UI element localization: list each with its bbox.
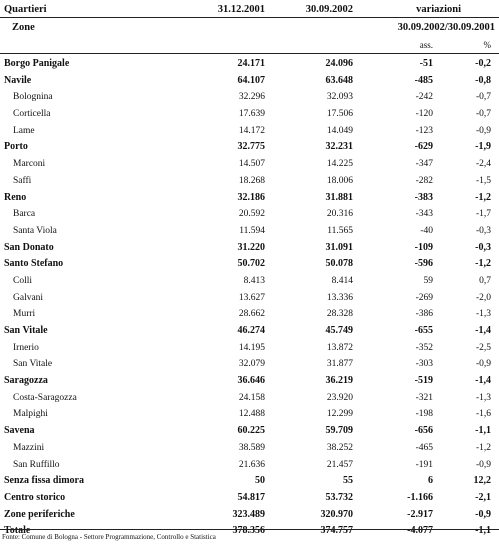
cell-variazione-ass: -4.077 [407, 525, 433, 537]
table-row [0, 473, 499, 490]
table-row [0, 306, 499, 323]
cell-variazione-ass: -1.166 [407, 491, 433, 503]
cell-2002: 63.648 [325, 74, 353, 86]
cell-2001: 24.158 [238, 392, 265, 403]
cell-variazione-ass: -123 [415, 125, 433, 136]
cell-variazione-pct: -1,1 [475, 425, 491, 437]
cell-2002: 31.877 [326, 359, 353, 370]
cell-variazione-ass: -386 [415, 309, 433, 320]
cell-variazione-ass: -352 [415, 342, 433, 353]
cell-variazione-pct: -1,3 [475, 309, 491, 320]
table-row [0, 223, 499, 240]
header-bottom-rule [0, 53, 499, 54]
cell-2002: 13.336 [326, 292, 353, 303]
table-row [0, 89, 499, 106]
header-quartieri: Quartieri [4, 4, 47, 15]
cell-variazione-pct: -2,4 [475, 159, 491, 170]
row-label: Saffi [13, 175, 32, 186]
cell-2002: 53.732 [325, 491, 353, 503]
cell-variazione-pct: -1,2 [475, 258, 491, 270]
row-label: Navile [4, 74, 32, 86]
cell-variazione-pct: -1,9 [475, 141, 491, 153]
row-label: Savena [4, 425, 35, 437]
cell-2002: 18.006 [326, 175, 353, 186]
cell-2001: 14.172 [238, 125, 265, 136]
cell-2001: 21.636 [238, 459, 265, 470]
row-label: Centro storico [4, 491, 66, 503]
cell-variazione-pct: -0,7 [475, 109, 491, 120]
cell-2002: 36.219 [325, 375, 353, 387]
cell-variazione-pct: -1,7 [475, 209, 491, 220]
cell-variazione-ass: -51 [419, 58, 433, 69]
cell-2001: 18.268 [238, 175, 265, 186]
table-row [0, 139, 499, 156]
cell-2002: 13.872 [326, 342, 353, 353]
cell-variazione-pct: -0,9 [475, 508, 491, 520]
cell-2001: 32.079 [238, 359, 265, 370]
row-label: Marconi [13, 159, 46, 170]
cell-variazione-pct: -2,1 [475, 491, 491, 503]
cell-2001: 50.702 [237, 258, 265, 270]
table-row [0, 156, 499, 173]
cell-2002: 14.225 [326, 159, 353, 170]
table-row [0, 273, 499, 290]
row-label: Senza fissa dimora [4, 475, 84, 487]
cell-2001: 8.413 [243, 275, 265, 286]
table-row [0, 240, 499, 257]
row-label: Saragozza [4, 375, 48, 387]
header-date-2001: 31.12.2001 [217, 4, 265, 15]
cell-2002: 11.565 [327, 225, 353, 236]
cell-variazione-ass: -629 [414, 141, 433, 153]
cell-2001: 14.507 [238, 159, 265, 170]
cell-variazione-ass: -120 [415, 109, 433, 120]
cell-2001: 17.639 [238, 109, 265, 120]
row-label: Borgo Panigale [4, 58, 70, 69]
cell-variazione-ass: -303 [415, 359, 433, 370]
cell-2001: 64.107 [237, 74, 265, 86]
row-label: Irnerio [13, 342, 39, 353]
cell-2002: 12.299 [326, 409, 353, 420]
cell-variazione-ass: -655 [414, 325, 433, 336]
table-row [0, 406, 499, 423]
row-label: Bolognina [13, 92, 53, 103]
cell-variazione-ass: -347 [415, 159, 433, 170]
cell-2001: 46.274 [237, 325, 265, 336]
header-pct: % [483, 40, 491, 50]
cell-2002: 320.970 [320, 508, 353, 520]
table-row [0, 123, 499, 140]
table-row [0, 290, 499, 307]
cell-variazione-pct: -1,1 [475, 525, 491, 537]
cell-variazione-ass: -109 [414, 241, 433, 253]
cell-2002: 45.749 [325, 325, 353, 336]
row-label: Lame [13, 125, 35, 136]
table-row [0, 507, 499, 524]
row-label: Galvani [13, 292, 44, 303]
cell-variazione-pct: -1,2 [475, 442, 491, 453]
cell-variazione-ass: -465 [415, 442, 433, 453]
cell-2002: 21.457 [326, 459, 353, 470]
cell-2001: 32.296 [238, 92, 265, 103]
header-ass: ass. [419, 40, 433, 50]
table-row [0, 356, 499, 373]
table-row [0, 73, 499, 90]
cell-variazione-ass: -383 [414, 191, 433, 203]
cell-2001: 32.186 [237, 191, 265, 203]
cell-2002: 28.328 [326, 309, 353, 320]
cell-variazione-pct: -0,9 [475, 359, 491, 370]
cell-2001: 14.195 [238, 342, 265, 353]
cell-variazione-pct: 12,2 [473, 475, 491, 487]
cell-2002: 55 [343, 475, 353, 487]
row-label: Colli [13, 275, 33, 286]
cell-2001: 13.627 [238, 292, 265, 303]
cell-2001: 50 [255, 475, 265, 487]
table-row [0, 323, 499, 340]
cell-2002: 17.506 [326, 109, 353, 120]
row-label: Murri [13, 309, 36, 320]
row-label: Costa-Saragozza [13, 392, 77, 403]
row-label: Mazzini [13, 442, 45, 453]
cell-2001: 323.489 [232, 508, 265, 520]
row-label: Porto [4, 141, 28, 153]
cell-variazione-ass: -321 [415, 392, 433, 403]
row-label: Malpighi [13, 409, 48, 420]
cell-variazione-pct: -1,2 [475, 191, 491, 203]
cell-variazione-ass: -282 [415, 175, 433, 186]
cell-2001: 38.589 [238, 442, 265, 453]
cell-variazione-pct: -0,2 [475, 58, 491, 69]
cell-variazione-ass: -269 [415, 292, 433, 303]
header-period: 30.09.2002/30.09.2001 [397, 22, 495, 33]
table-row [0, 56, 499, 73]
cell-variazione-ass: -198 [415, 409, 433, 420]
cell-2001: 11.594 [239, 225, 265, 236]
cell-2001: 28.662 [238, 309, 265, 320]
cell-2002: 38.252 [326, 442, 353, 453]
table-row [0, 457, 499, 474]
row-label: Santo Stefano [4, 258, 64, 270]
cell-variazione-pct: -0,9 [475, 459, 491, 470]
cell-2002: 50.078 [325, 258, 353, 270]
cell-variazione-pct: -2,0 [475, 292, 491, 303]
row-label: Reno [4, 191, 27, 203]
cell-variazione-ass: 59 [423, 275, 433, 286]
table-row [0, 490, 499, 507]
cell-variazione-pct: -2,5 [475, 342, 491, 353]
cell-variazione-pct: 0,7 [479, 275, 491, 286]
cell-2001: 20.592 [238, 209, 265, 220]
row-label: San Vitale [4, 325, 48, 336]
row-label: Barca [13, 209, 36, 220]
cell-2002: 31.881 [325, 191, 353, 203]
cell-2001: 60.225 [237, 425, 265, 437]
header-zone: Zone [12, 22, 35, 33]
cell-variazione-pct: -0,9 [475, 125, 491, 136]
cell-2002: 20.316 [326, 209, 353, 220]
row-label: Santa Viola [13, 225, 57, 236]
cell-2002: 32.093 [326, 92, 353, 103]
table-row [0, 423, 499, 440]
row-label: Zone periferiche [4, 508, 75, 520]
data-table-body [0, 56, 499, 540]
cell-2001: 54.817 [237, 491, 265, 503]
row-label: San Ruffillo [13, 459, 60, 470]
table-row [0, 206, 499, 223]
table-row [0, 373, 499, 390]
table-row [0, 390, 499, 407]
cell-variazione-pct: -0,3 [475, 241, 491, 253]
cell-variazione-ass: -40 [420, 225, 433, 236]
cell-2002: 374.757 [320, 525, 353, 537]
cell-variazione-pct: -1,5 [475, 175, 491, 186]
cell-2001: 12.488 [238, 409, 265, 420]
row-label: Totale [4, 525, 31, 537]
cell-variazione-ass: 6 [428, 475, 433, 487]
table-row [0, 173, 499, 190]
header-rule [0, 17, 499, 18]
header-variazioni: variazioni [416, 4, 461, 15]
cell-2002: 31.091 [325, 241, 353, 253]
cell-variazione-ass: -2.917 [407, 508, 433, 520]
cell-2001: 378.356 [232, 525, 265, 537]
cell-variazione-pct: -1,4 [475, 325, 491, 336]
source-note: Fonte: Comune di Bologna - Settore Programmazione, Controllo e Statistica [2, 533, 216, 541]
row-label: San Donato [4, 241, 54, 253]
table-row [0, 340, 499, 357]
header-date-2002: 30.09.2002 [305, 4, 353, 15]
table-row [0, 190, 499, 207]
cell-2002: 8.414 [331, 275, 353, 286]
table-bottom-rule [0, 529, 499, 530]
cell-variazione-ass: -519 [414, 375, 433, 387]
cell-2002: 32.231 [325, 141, 353, 153]
row-label: Corticella [13, 109, 51, 120]
cell-variazione-ass: -242 [415, 92, 433, 103]
cell-variazione-pct: -0,8 [475, 74, 491, 86]
cell-2002: 24.096 [325, 58, 353, 69]
cell-variazione-ass: -596 [414, 258, 433, 270]
cell-2002: 59.709 [325, 425, 353, 437]
table-row [0, 256, 499, 273]
cell-2002: 14.049 [326, 125, 353, 136]
cell-variazione-pct: -0,7 [475, 92, 491, 103]
cell-variazione-ass: -656 [414, 425, 433, 437]
cell-variazione-pct: -1,4 [475, 375, 491, 387]
cell-variazione-pct: -1,6 [475, 409, 491, 420]
table-row [0, 440, 499, 457]
cell-2001: 31.220 [237, 241, 265, 253]
table-row [0, 106, 499, 123]
cell-variazione-ass: -191 [415, 459, 433, 470]
cell-2001: 32.775 [237, 141, 265, 153]
cell-variazione-ass: -485 [414, 74, 433, 86]
row-label: San Vitale [13, 359, 53, 370]
cell-2001: 36.646 [237, 375, 265, 387]
cell-2002: 23.920 [326, 392, 353, 403]
cell-variazione-pct: -1,3 [475, 392, 491, 403]
cell-variazione-ass: -343 [415, 209, 433, 220]
cell-variazione-pct: -0,3 [475, 225, 491, 236]
cell-2001: 24.171 [237, 58, 265, 69]
